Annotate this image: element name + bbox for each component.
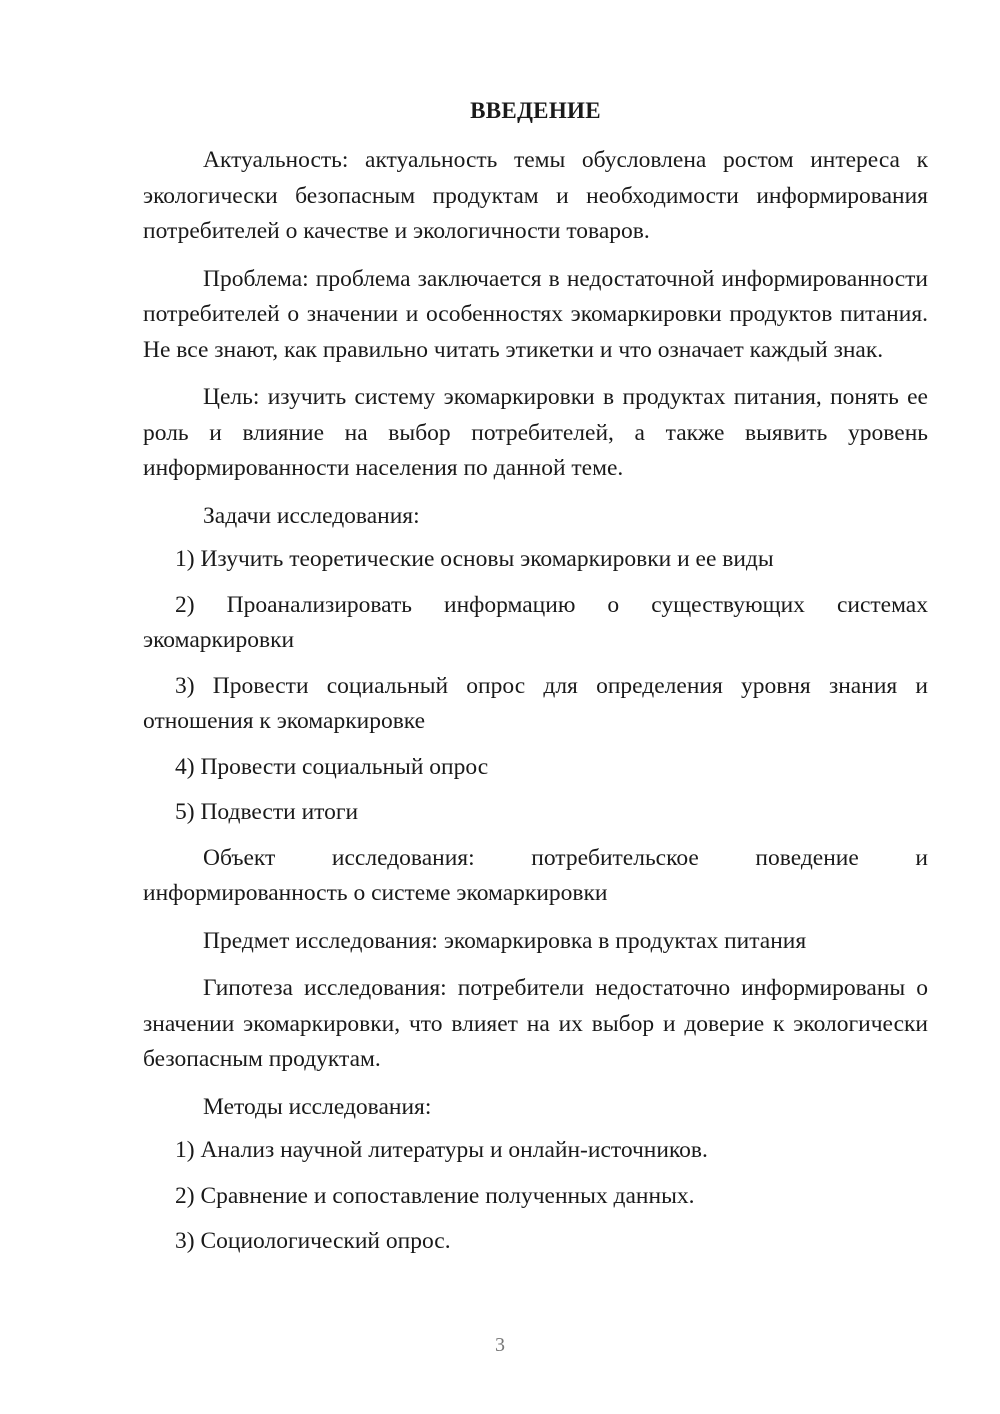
paragraph-subject: Предмет исследования: экомаркировка в продуктах питания — [203, 927, 807, 954]
method-item-2: 2) Сравнение и сопоставление полученных данных. — [175, 1182, 695, 1209]
page-number: 3 — [495, 1334, 505, 1356]
page-content — [143, 94, 928, 1270]
paragraph-problem: Проблема: проблема заключается в недостаточной информированности потребителей о значении и особенностях экомаркировки продуктов питания. Не все знают, как правильно читать этикетки и что означает каждый знак. — [143, 265, 928, 363]
task-item-4: 4) Провести социальный опрос — [175, 753, 489, 780]
task-item-3: 3) Провести социальный опрос для определения уровня знания и отношения к экомаркировке — [143, 672, 928, 734]
methods-heading: Методы исследования: — [203, 1093, 432, 1120]
method-item-3: 3) Социологический опрос. — [175, 1228, 451, 1254]
method-item-1: 1) Анализ научной литературы и онлайн-источников. — [175, 1137, 708, 1163]
paragraph-object: Объект исследования: потребительское поведение и информированность о системе экомаркировки — [143, 844, 928, 906]
tasks-heading: Задачи исследования: — [203, 502, 420, 529]
task-item-2: 2) Проанализировать информацию о существующих системах экомаркировки — [143, 591, 928, 653]
task-item-1: 1) Изучить теоретические основы экомаркировки и ее виды — [175, 546, 774, 572]
paragraph-relevance: Актуальность: актуальность темы обусловлена ростом интереса к экологически безопасным продуктам и необходимости информирования потребителей о качестве и экологичности товаров. — [143, 147, 928, 244]
section-title: ВВЕДЕНИЕ — [470, 98, 601, 123]
task-item-5: 5) Подвести итоги — [175, 799, 359, 825]
paragraph-goal: Цель: изучить систему экомаркировки в продуктах питания, понять ее роль и влияние на выбор потребителей, а также выявить уровень информированности населения по данной теме. — [143, 384, 928, 481]
paragraph-hypothesis: Гипотеза исследования: потребители недостаточно информированы о значении экомаркировки, что влияет на их выбор и доверие к экологически безопасным продуктам. — [143, 975, 928, 1072]
